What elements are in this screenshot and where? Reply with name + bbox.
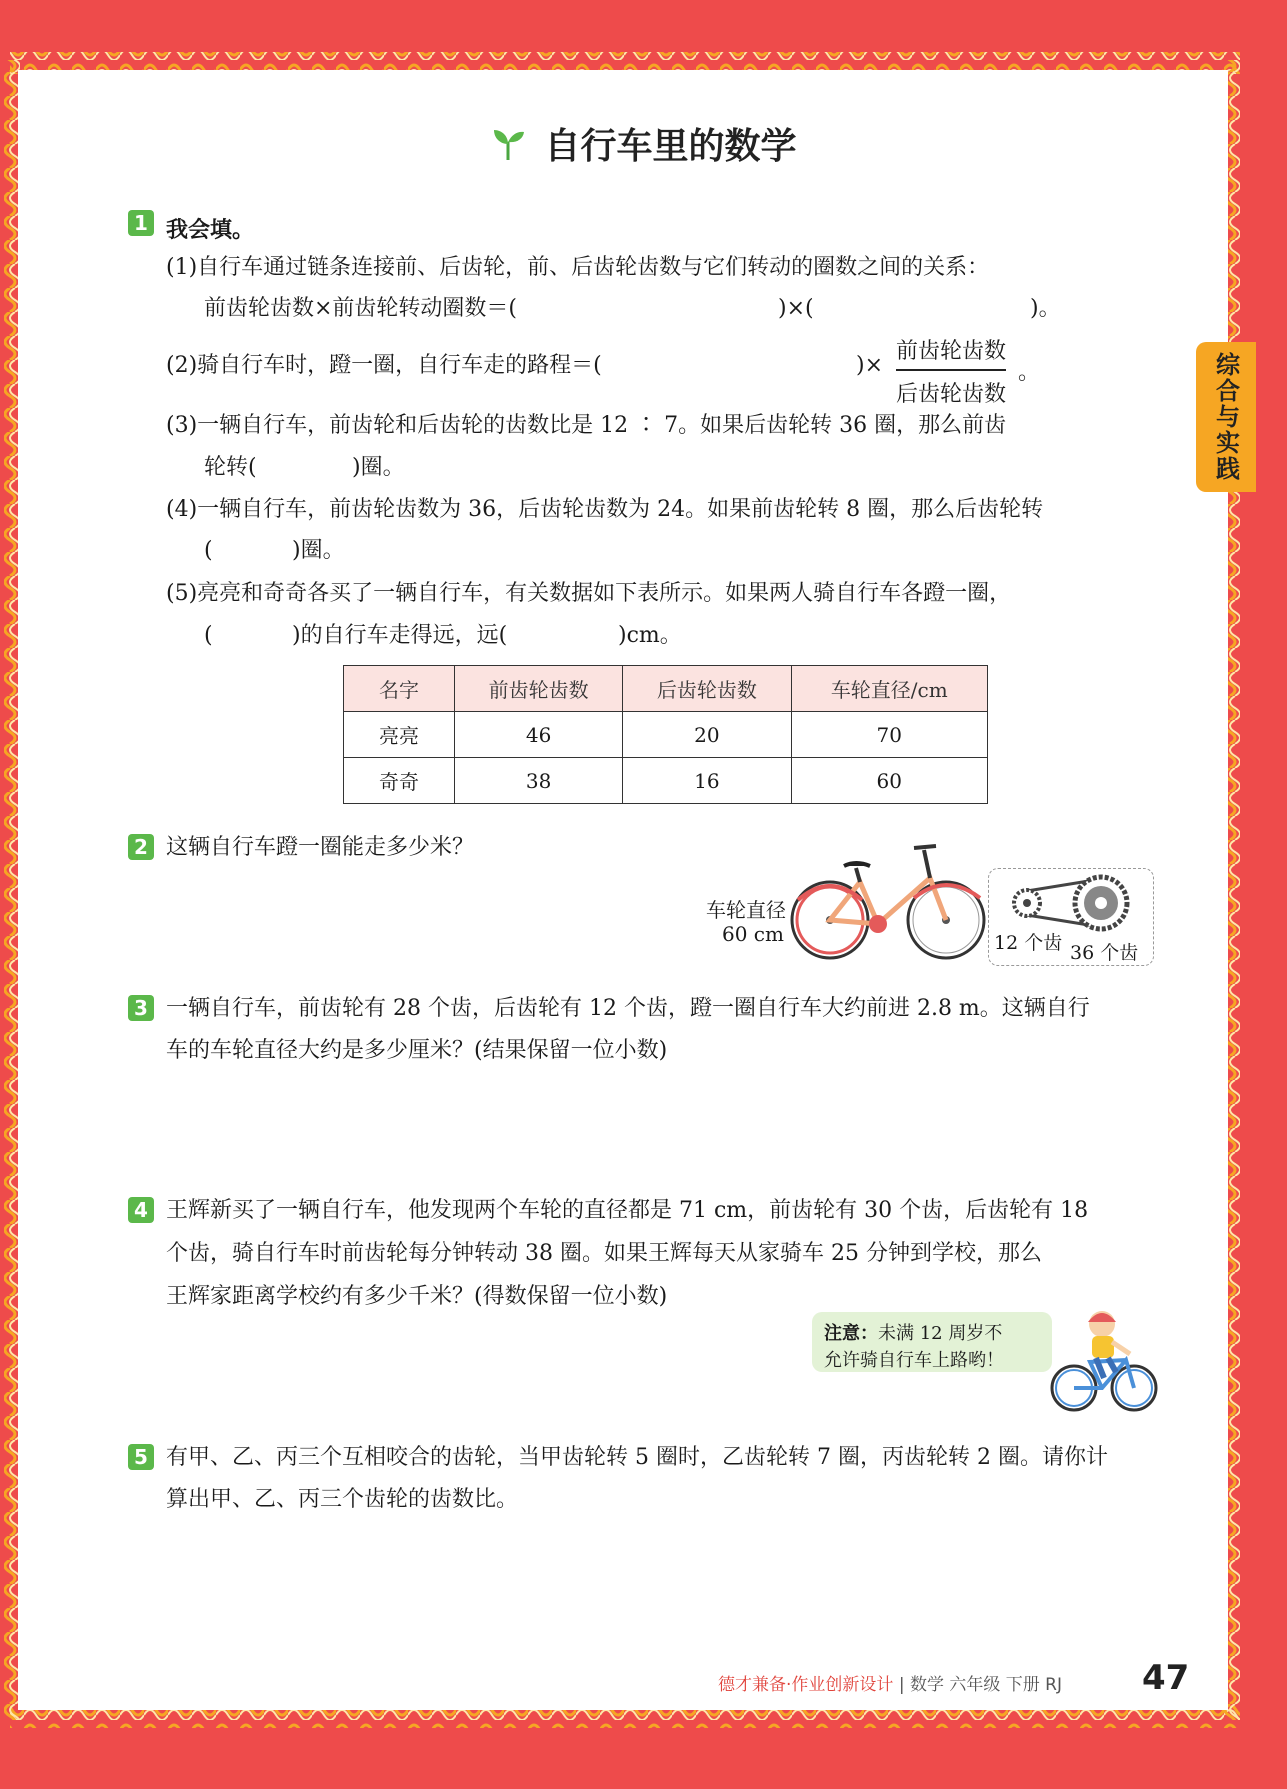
table-header-cell: 车轮直径/cm — [791, 666, 987, 712]
table-row — [344, 758, 988, 804]
fraction-denominator: 后齿轮齿数 — [896, 381, 1007, 407]
q4-line1: 王辉新买了一辆自行车，他发现两个车轮的直径都是 71 cm，前齿轮有 30 个齿，后齿轮有 18 — [166, 1198, 1089, 1223]
table-cell: 16 — [623, 758, 791, 804]
gear-chain-icon — [989, 869, 1153, 933]
q1-p5-line2b: )的自行车走得远，远( — [292, 623, 508, 648]
label-36-teeth: 36 个齿 — [1070, 942, 1139, 964]
label-60cm: 60 cm — [722, 922, 784, 946]
note-line1: 未满 12 周岁不 — [878, 1323, 1003, 1344]
q1-p3-line2b: )圈。 — [352, 455, 405, 480]
q3-line2: 车的车轮直径大约是多少厘米？(结果保留一位小数) — [166, 1038, 668, 1063]
q1-p2-end: 。 — [1018, 360, 1041, 385]
table-header-cell: 名字 — [344, 666, 455, 712]
question-number-4: 4 — [128, 1197, 154, 1223]
q1-p5-line2c: )cm。 — [618, 623, 682, 648]
footer-brand: 德才兼备·作业创新设计 — [718, 1675, 894, 1695]
q1-p3-line2a: 轮转( — [204, 455, 257, 480]
sprout-icon — [490, 126, 526, 162]
section-tab — [1196, 342, 1256, 492]
q1-p4-line2a: ( — [204, 538, 213, 563]
table-header-cell: 后齿轮齿数 — [623, 666, 791, 712]
q1-p1-line2a: 前齿轮齿数×前齿轮转动圈数＝( — [204, 296, 518, 321]
q1-p5-line1: (5)亮亮和奇奇各买了一辆自行车，有关数据如下表所示。如果两人骑自行车各蹬一圈， — [166, 581, 1012, 606]
table-cell: 20 — [623, 712, 791, 758]
table-cell: 70 — [791, 712, 987, 758]
q1-p1-line2c: )。 — [1030, 296, 1061, 321]
question-number-5: 5 — [128, 1444, 154, 1470]
question-number-3: 3 — [128, 995, 154, 1021]
table-row — [344, 712, 988, 758]
footer-info: | 数学 六年级 下册 RJ — [898, 1675, 1062, 1695]
label-12-teeth: 12 个齿 — [994, 932, 1063, 954]
q1-p1-line1: (1)自行车通过链条连接前、后齿轮，前、后齿轮齿数与它们转动的圈数之间的关系： — [166, 255, 990, 280]
safety-note — [812, 1312, 1052, 1372]
table-cell: 奇奇 — [344, 758, 455, 804]
q3-line1: 一辆自行车，前齿轮有 28 个齿，后齿轮有 12 个齿，蹬一圈自行车大约前进 2.8 m。这辆自行 — [166, 996, 1090, 1021]
q1-p1-line2b: )×( — [778, 296, 814, 321]
title-text: 自行车里的数学 — [544, 126, 797, 167]
q1-p5-line2a: ( — [204, 623, 213, 648]
page-footer — [718, 1670, 1062, 1695]
table-header-cell: 前齿轮齿数 — [455, 666, 623, 712]
question-number-1: 1 — [128, 210, 154, 236]
fraction-gear-ratio — [896, 334, 1006, 408]
q2-text: 这辆自行车蹬一圈能走多少米？ — [166, 835, 475, 860]
label-wheel-diameter: 车轮直径 — [706, 898, 786, 922]
q4-line3: 王辉家距离学校约有多少千米？(得数保留一位小数) — [166, 1284, 668, 1309]
question-number-2: 2 — [128, 834, 154, 860]
table-cell: 60 — [791, 758, 987, 804]
page-title — [490, 118, 796, 169]
page-number: 47 — [1142, 1658, 1190, 1698]
q1-p4-line2b: )圈。 — [292, 538, 345, 563]
child-cyclist-illustration — [1046, 1304, 1158, 1414]
q1-p2-a: (2)骑自行车时，蹬一圈，自行车走的路程＝( — [166, 353, 602, 378]
table-cell: 46 — [455, 712, 623, 758]
note-label: 注意： — [824, 1323, 878, 1344]
table-cell: 亮亮 — [344, 712, 455, 758]
q5-line2: 算出甲、乙、丙三个齿轮的齿数比。 — [166, 1487, 519, 1512]
table-cell: 38 — [455, 758, 623, 804]
q4-line2: 个齿，骑自行车时前齿轮每分钟转动 38 圈。如果王辉每天从家骑车 25 分钟到学校，那么 — [166, 1241, 1042, 1266]
section-tab-label: 综合与实践 — [1211, 352, 1240, 482]
q1-heading: 我会填。 — [166, 218, 255, 243]
table-header-row — [344, 666, 988, 712]
bicycle-illustration — [790, 838, 986, 964]
q1-p3-line1: (3)一辆自行车，前齿轮和后齿轮的齿数比是 12 ∶ 7。如果后齿轮转 36 圈，那么前齿 — [166, 413, 1007, 438]
q1-p4-line1: (4)一辆自行车，前齿轮齿数为 36，后齿轮齿数为 24。如果前齿轮转 8 圈，那么后齿轮转 — [166, 497, 1044, 522]
fraction-numerator: 前齿轮齿数 — [896, 339, 1007, 364]
q5-line1: 有甲、乙、丙三个互相咬合的齿轮，当甲齿轮转 5 圈时，乙齿轮转 7 圈，丙齿轮转 2 圈。请你计 — [166, 1445, 1108, 1470]
note-line2: 允许骑自行车上路哟！ — [824, 1350, 1004, 1371]
bicycle-data-table — [343, 665, 988, 804]
q1-p2-b: )× — [856, 353, 884, 378]
